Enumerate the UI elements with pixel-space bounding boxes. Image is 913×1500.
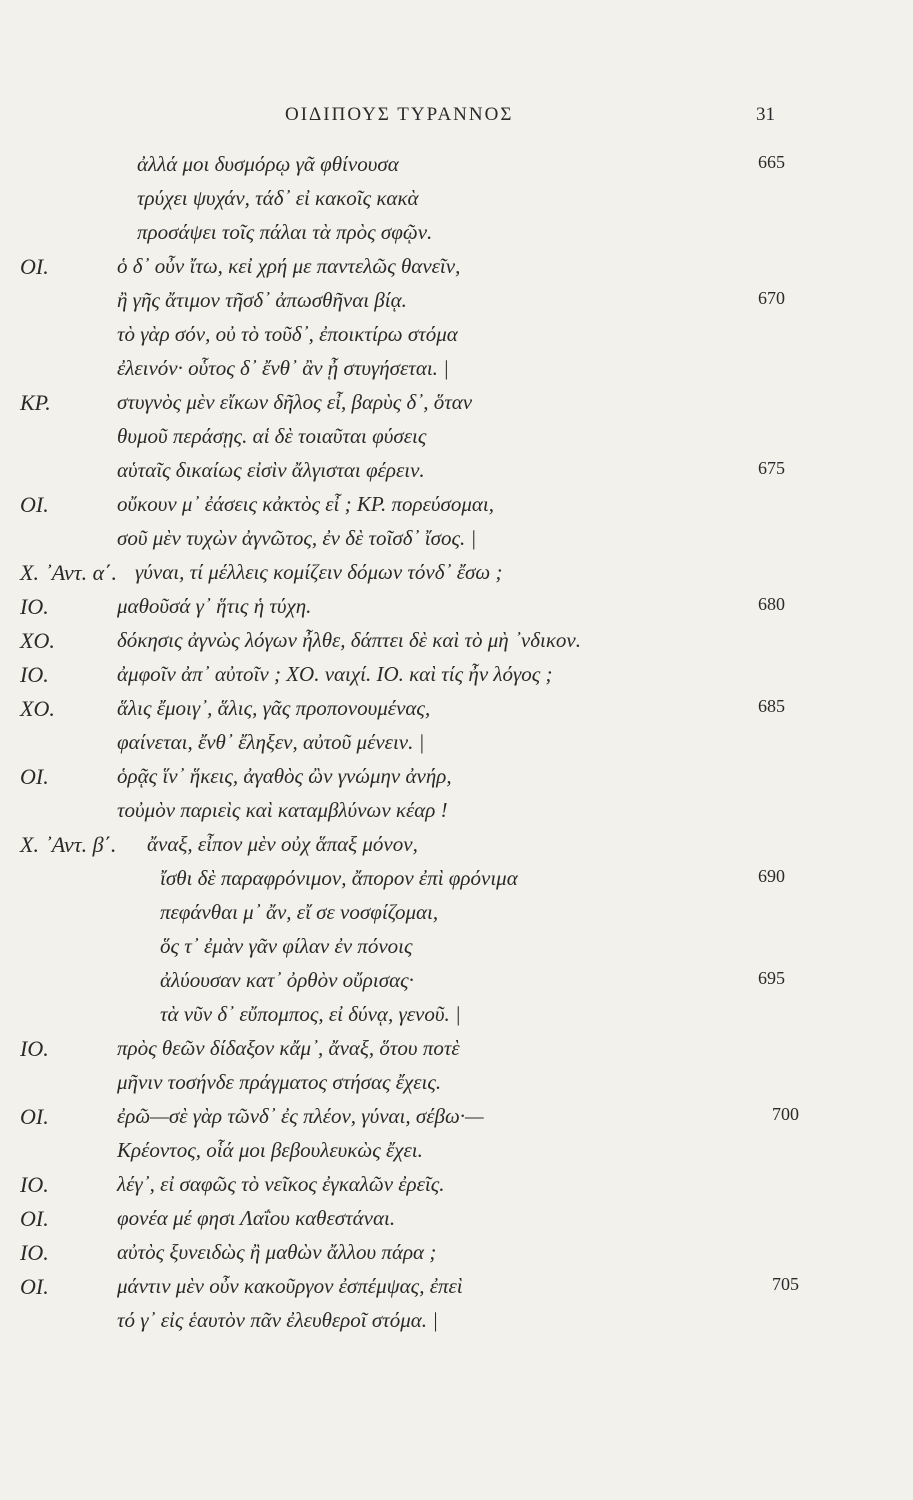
verse-text: γύναι, τί μέλλεις κομίζειν δόμων τόνδ᾽ ἔσω ; [135, 560, 503, 584]
speaker-label: ΙΟ. [20, 662, 49, 687]
verse-line [0, 1172, 913, 1206]
verse-text: ὁ δ᾽ οὖν ἴτω, κεἰ χρή με παντελῶς θανεῖν, [117, 254, 461, 278]
verse-text: στυγνὸς μὲν εἴκων δῆλος εἶ, βαρὺς δ᾽, ὅταν [117, 390, 473, 414]
verse-line [0, 866, 913, 900]
verse-line [0, 288, 913, 322]
speaker-label: ΧΟ. [20, 696, 55, 721]
verse-line [0, 254, 913, 288]
verse-text: μαθοῦσά γ᾽ ἥτις ἡ τύχη. [117, 594, 312, 618]
verse-line [0, 798, 913, 832]
verse-line [0, 356, 913, 390]
speaker-label: ΟΙ. [20, 1206, 49, 1231]
verse-text: δόκησις ἀγνὼς λόγων ἦλθε, δάπτει δὲ καὶ τὸ μὴ ᾽νδικον. [117, 628, 581, 652]
verse-line [0, 458, 913, 492]
verse-text: ἀλλά μοι δυσμόρῳ γᾶ φθίνουσα [137, 152, 399, 176]
verse-text: μῆνιν τοσήνδε πράγματος στήσας ἔχεις. [117, 1070, 442, 1094]
verse-line [0, 1070, 913, 1104]
verse-line [0, 492, 913, 526]
line-number: 695 [758, 968, 785, 988]
speaker-label: ΧΟ. [20, 628, 55, 653]
verse-text: πρὸς θεῶν δίδαξον κἄμ᾽, ἄναξ, ὅτου ποτὲ [117, 1036, 460, 1060]
verse-text: προσάψει τοῖς πάλαι τὰ πρὸς σφῷν. [137, 220, 433, 244]
speaker-label: ΙΟ. [20, 1240, 49, 1265]
speaker-label: Χ. ᾽Αντ. β΄. [20, 832, 117, 857]
verse-text: ἀμφοῖν ἀπ᾽ αὐτοῖν ; ΧΟ. ναιχί. ΙΟ. καὶ τίς ἦν λόγος ; [117, 662, 553, 686]
verse-text: ἄναξ, εἶπον μὲν οὐχ ἅπαξ μόνον, [147, 832, 418, 856]
verse-text: ὁρᾷς ἵν᾽ ἥκεις, ἀγαθὸς ὢν γνώμην ἀνήρ, [117, 764, 452, 788]
verse-text: ἢ γῆς ἄτιμον τῆσδ᾽ ἀπωσθῆναι βίᾳ. [117, 288, 407, 312]
verse-line [0, 1138, 913, 1172]
verse-text: φαίνεται, ἔνθ᾽ ἔληξεν, αὐτοῦ μένειν. | [117, 730, 425, 754]
verse-line [0, 322, 913, 356]
verse-line [0, 1274, 913, 1308]
verse-line [0, 152, 913, 186]
page-header [0, 104, 913, 134]
speaker-label: ΙΟ. [20, 594, 49, 619]
line-number: 670 [758, 288, 785, 308]
verse-line [0, 662, 913, 696]
verse-line [0, 832, 913, 866]
verse-line [0, 390, 913, 424]
verse-line [0, 1104, 913, 1138]
verse-text: ὅς τ᾽ ἐμὰν γᾶν φίλαν ἐν πόνοις [160, 934, 413, 958]
line-number: 690 [758, 866, 785, 886]
verse-text: λέγ᾽, εἰ σαφῶς τὸ νεῖκος ἐγκαλῶν ἐρεῖς. [117, 1172, 445, 1196]
verse-line [0, 1036, 913, 1070]
verse-line [0, 730, 913, 764]
verse-text: οὔκουν μ᾽ ἐάσεις κἀκτὸς εἶ ; ΚΡ. πορεύσομαι, [117, 492, 494, 516]
verse-text: τό γ᾽ εἰς ἑαυτὸν πᾶν ἐλευθεροῖ στόμα. | [117, 1308, 439, 1332]
verse-text: θυμοῦ περάσῃς. αἱ δὲ τοιαῦται φύσεις [117, 424, 427, 448]
line-number: 675 [758, 458, 785, 478]
line-number: 665 [758, 152, 785, 172]
speaker-label: Χ. ᾽Αντ. α΄. [20, 560, 118, 585]
verse-text: φονέα μέ φησι Λαΐου καθεστάναι. [117, 1206, 396, 1230]
line-number: 685 [758, 696, 785, 716]
verse-line [0, 594, 913, 628]
verse-line [0, 696, 913, 730]
verse-text: ἀλύουσαν κατ᾽ ὀρθὸν οὔρισας· [160, 968, 414, 992]
verse-line [0, 220, 913, 254]
line-number: 705 [772, 1274, 799, 1294]
verse-text: πεφάνθαι μ᾽ ἄν, εἴ σε νοσφίζομαι, [160, 900, 439, 924]
verse-text: σοῦ μὲν τυχὼν ἀγνῶτος, ἐν δὲ τοῖσδ᾽ ἴσος. | [117, 526, 477, 550]
verse-text: ἅλις ἔμοιγ᾽, ἅλις, γᾶς προπονουμένας, [117, 696, 431, 720]
speaker-label: ΟΙ. [20, 492, 49, 517]
speaker-label: ΙΟ. [20, 1172, 49, 1197]
verse-line [0, 1206, 913, 1240]
speaker-label: ΟΙ. [20, 764, 49, 789]
verse-line [0, 764, 913, 798]
page-number: 31 [756, 104, 775, 125]
speaker-label: ΟΙ. [20, 1104, 49, 1129]
verse-line [0, 934, 913, 968]
verse-line [0, 560, 913, 594]
verse-text: τρύχει ψυχάν, τάδ᾽ εἰ κακοῖς κακὰ [137, 186, 419, 210]
speaker-label: ΟΙ. [20, 254, 49, 279]
verse-line [0, 526, 913, 560]
speaker-label: ΚΡ. [20, 390, 51, 415]
line-number: 700 [772, 1104, 799, 1124]
verse-line [0, 968, 913, 1002]
line-number: 680 [758, 594, 785, 614]
verse-text: αὐτὸς ξυνειδὼς ἢ μαθὼν ἄλλου πάρα ; [117, 1240, 437, 1264]
verse-line [0, 900, 913, 934]
verse-line [0, 628, 913, 662]
verse-text: αὑταῖς δικαίως εἰσὶν ἄλγισται φέρειν. [117, 458, 425, 482]
verse-line [0, 1308, 913, 1342]
verse-line [0, 186, 913, 220]
verse-text: τὸ γὰρ σόν, οὐ τὸ τοῦδ᾽, ἐποικτίρω στόμα [117, 322, 458, 346]
verse-line [0, 1002, 913, 1036]
verse-text: ἐλεινόν· οὗτος δ᾽ ἔνθ᾽ ἂν ᾖ στυγήσεται. | [117, 356, 449, 380]
verse-text: Κρέοντος, οἷά μοι βεβουλευκὼς ἔχει. [117, 1138, 423, 1162]
running-title: ΟΙΔΙΠΟΥΣ ΤΥΡΑΝΝΟΣ [285, 104, 514, 125]
verse-text: ἐρῶ—σὲ γὰρ τῶνδ᾽ ἐς πλέον, γύναι, σέβω·— [117, 1104, 484, 1128]
verse-line [0, 424, 913, 458]
verse-text: τοὐμὸν παριεὶς καὶ καταμβλύνων κέαρ ! [117, 798, 448, 822]
speaker-label: ΙΟ. [20, 1036, 49, 1061]
verse-text: τὰ νῦν δ᾽ εὔπομπος, εἰ δύνᾳ, γενοῦ. | [160, 1002, 461, 1026]
verse-text: μάντιν μὲν οὖν κακοῦργον ἐσπέμψας, ἐπεὶ [117, 1274, 463, 1298]
speaker-label: ΟΙ. [20, 1274, 49, 1299]
verse-line [0, 1240, 913, 1274]
verse-text: ἴσθι δὲ παραφρόνιμον, ἄπορον ἐπὶ φρόνιμα [160, 866, 518, 890]
